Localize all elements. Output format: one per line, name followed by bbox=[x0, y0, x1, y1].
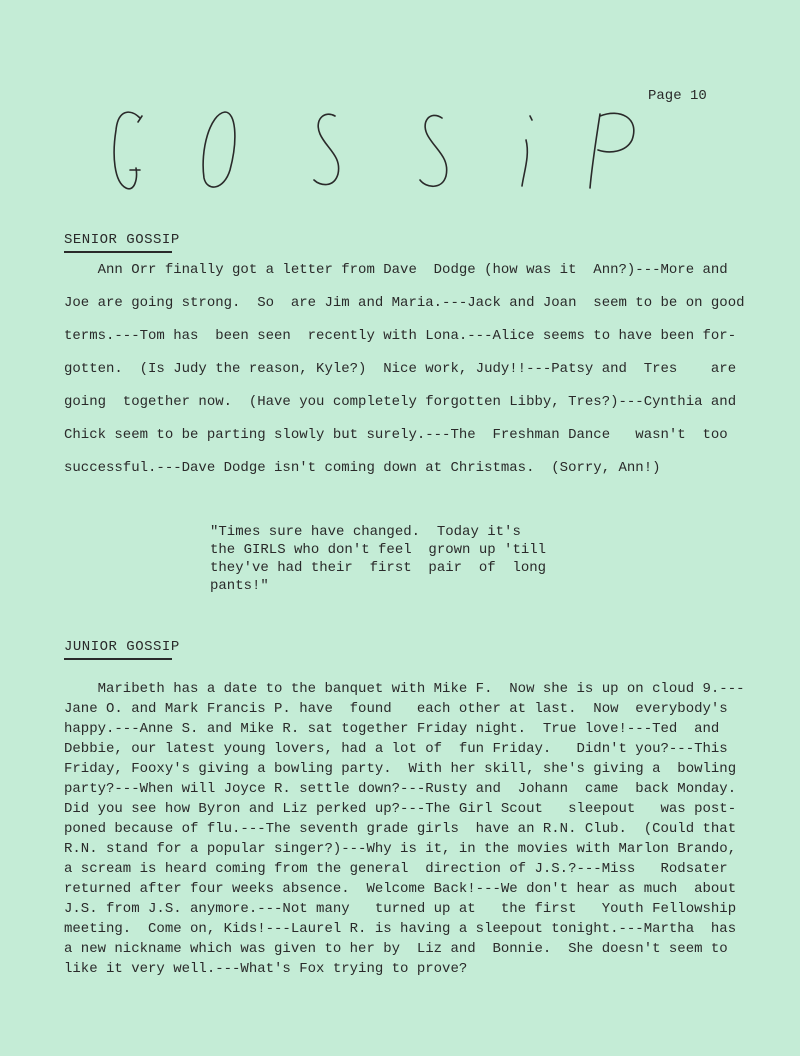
junior-line: like it very well.---What's Fox trying to prove? bbox=[64, 961, 468, 977]
junior-line: J.S. from J.S. anymore.---Not many turned up at the first Youth Fellowship bbox=[64, 901, 737, 917]
senior-line: Chick seem to be parting slowly but surely.---The Freshman Dance wasn't too bbox=[64, 427, 728, 443]
junior-line: meeting. Come on, Kids!---Laurel R. is having a sleepout tonight.---Martha has bbox=[64, 921, 737, 937]
junior-line: a scream is heard coming from the general direction of J.S.?---Miss Rodsater bbox=[64, 861, 728, 877]
junior-line: happy.---Anne S. and Mike R. sat together Friday night. True love!---Ted and bbox=[64, 721, 720, 737]
junior-line: Jane O. and Mark Francis P. have found each other at last. Now everybody's bbox=[64, 701, 728, 717]
senior-line: successful.---Dave Dodge isn't coming down at Christmas. (Sorry, Ann!) bbox=[64, 460, 661, 476]
junior-gossip-heading bbox=[64, 639, 180, 660]
quote-line: the GIRLS who don't feel grown up 'till bbox=[210, 542, 547, 558]
junior-line: returned after four weeks absence. Welcome Back!---We don't hear as much about bbox=[64, 881, 737, 897]
gossip-hand-lettered-title bbox=[100, 100, 660, 200]
junior-line: poned because of flu.---The seventh grade girls have an R.N. Club. (Could that bbox=[64, 821, 737, 837]
senior-line: going together now. (Have you completely forgotten Libby, Tres?)---Cynthia and bbox=[64, 394, 737, 410]
page-number: Page 10 bbox=[648, 88, 707, 104]
quote-line: "Times sure have changed. Today it's bbox=[210, 524, 521, 540]
junior-line: Friday, Fooxy's giving a bowling party. With her skill, she's giving a bowling bbox=[64, 761, 737, 777]
junior-line: Debbie, our latest young lovers, had a lot of fun Friday. Didn't you?---This bbox=[64, 741, 728, 757]
senior-gossip-heading bbox=[64, 232, 180, 253]
junior-line: party?---When will Joyce R. settle down?---Rusty and Johann came back Monday. bbox=[64, 781, 737, 797]
senior-gossip-heading-text: SENIOR GOSSIP bbox=[64, 232, 180, 248]
junior-line: R.N. stand for a popular singer?)---Why is it, in the movies with Marlon Brando, bbox=[64, 841, 737, 857]
senior-line: gotten. (Is Judy the reason, Kyle?) Nice work, Judy!!---Patsy and Tres are bbox=[64, 361, 737, 377]
quote-line: pants!" bbox=[210, 578, 269, 594]
senior-line: Joe are going strong. So are Jim and Maria.---Jack and Joan seem to be on good bbox=[64, 295, 745, 311]
junior-line: a new nickname which was given to her by Liz and Bonnie. She doesn't seem to bbox=[64, 941, 728, 957]
junior-line: Did you see how Byron and Liz perked up?---The Girl Scout sleepout was post- bbox=[64, 801, 737, 817]
senior-line: terms.---Tom has been seen recently with Lona.---Alice seems to have been for- bbox=[64, 328, 737, 344]
quote-line: they've had their first pair of long bbox=[210, 560, 547, 576]
junior-line: Maribeth has a date to the banquet with Mike F. Now she is up on cloud 9.--- bbox=[64, 681, 745, 697]
senior-line: Ann Orr finally got a letter from Dave Dodge (how was it Ann?)---More and bbox=[64, 262, 728, 278]
junior-heading-underline bbox=[64, 658, 172, 660]
junior-gossip-heading-text: JUNIOR GOSSIP bbox=[64, 639, 180, 655]
senior-heading-underline bbox=[64, 251, 172, 253]
